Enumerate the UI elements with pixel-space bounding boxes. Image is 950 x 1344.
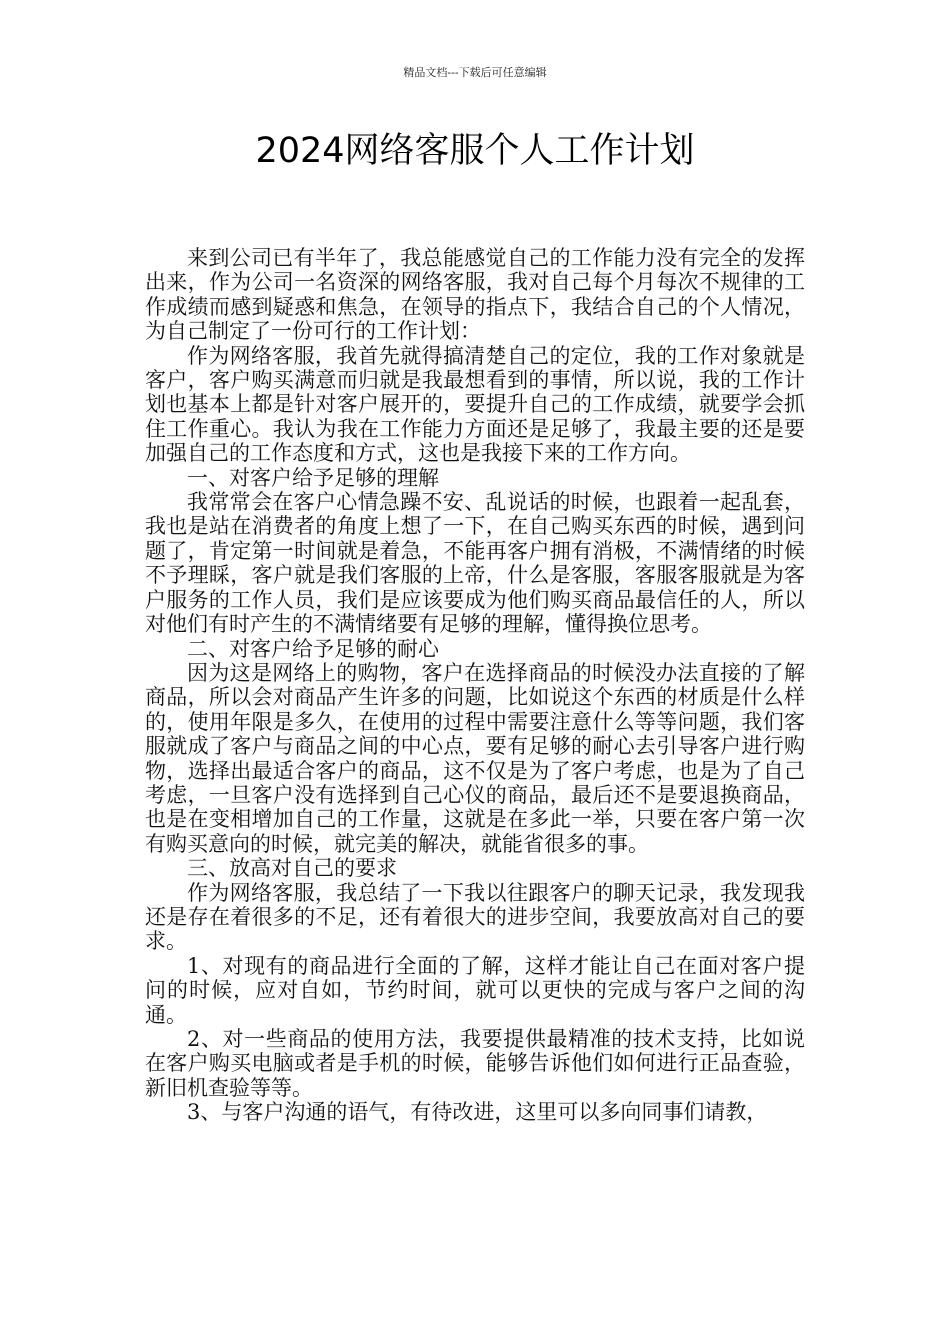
list-item-1: 1、对现有的商品进行全面的了解，这样才能让自己在面对客户提问的时候，应对自如，节约时间，就可以更快的完成与客户之间的沟通。 [145, 953, 805, 1027]
page-header-note: 精品文档---下载后可任意编辑 [403, 66, 547, 79]
paragraph-intro: 来到公司已有半年了，我总能感觉自己的工作能力没有完全的发挥出来，作为公司一名资深的网络客服，我对自己每个月每次不规律的工作成绩而感到疑惑和焦急，在领导的指点下，我结合自己的个人情况，为自己制定了一份可行的工作计划： [145, 246, 805, 344]
list-item-2: 2、对一些商品的使用方法，我要提供最精准的技术支持，比如说在客户购买电脑或者是手机的时候，能够告诉他们如何进行正品查验，新旧机查验等等。 [145, 1027, 805, 1100]
document-title: 2024网络客服个人工作计划 [255, 131, 695, 171]
section-heading-patience: 二、对客户给予足够的耐心 [187, 636, 439, 661]
paragraph-requirements: 作为网络客服，我总结了一下我以往跟客户的聊天记录，我发现我还是存在着很多的不足，还有着很大的进步空间，我要放高对自己的要求。 [145, 880, 805, 954]
document-body [145, 246, 805, 1125]
paragraph-positioning: 作为网络客服，我首先就得搞清楚自己的定位，我的工作对象就是客户，客户购买满意而归就是我最想看到的事情，所以说，我的工作计划也基本上都是针对客户展开的，要提升自己的工作成绩，就要学会抓住工作重心。我认为我在工作能力方面还是足够了，我最主要的还是要加强自己的工作态度和方式，这也是我接下来的工作方向。 [145, 343, 805, 466]
list-item-3: 3、与客户沟通的语气，有待改进，这里可以多向同事们请教， [187, 1100, 768, 1125]
paragraph-patience: 因为这是网络上的购物，客户在选择商品的时候没办法直接的了解商品，所以会对商品产生许多的问题，比如说这个东西的材质是什么样的，使用年限是多久，在使用的过程中需要注意什么等等问题，我们客服就成了客户与商品之间的中心点，要有足够的耐心去引导客户进行购物，选择出最适合客户的商品，这不仅是为了客户考虑，也是为了自己考虑，一旦客户没有选择到自己心仪的商品，最后还不是要退换商品，也是在变相增加自己的工作量，这就是在多此一举，只要在客户第一次有购买意向的时候，就完美的解决，就能省很多的事。 [145, 660, 805, 856]
paragraph-understanding: 我常常会在客户心情急躁不安、乱说话的时候，也跟着一起乱套，我也是站在消费者的角度上想了一下，在自己购买东西的时候，遇到问题了，肯定第一时间就是着急，不能再客户拥有消极，不满情绪的时候不予理睬，客户就是我们客服的上帝，什么是客服，客服客服就是为客户服务的工作人员，我们是应该要成为他们购买商品最信任的人，所以对他们有时产生的不满情绪要有足够的理解，懂得换位思考。 [145, 490, 805, 637]
section-heading-understanding: 一、对客户给予足够的理解 [187, 465, 439, 490]
section-heading-requirements: 三、放高对自己的要求 [187, 856, 397, 881]
